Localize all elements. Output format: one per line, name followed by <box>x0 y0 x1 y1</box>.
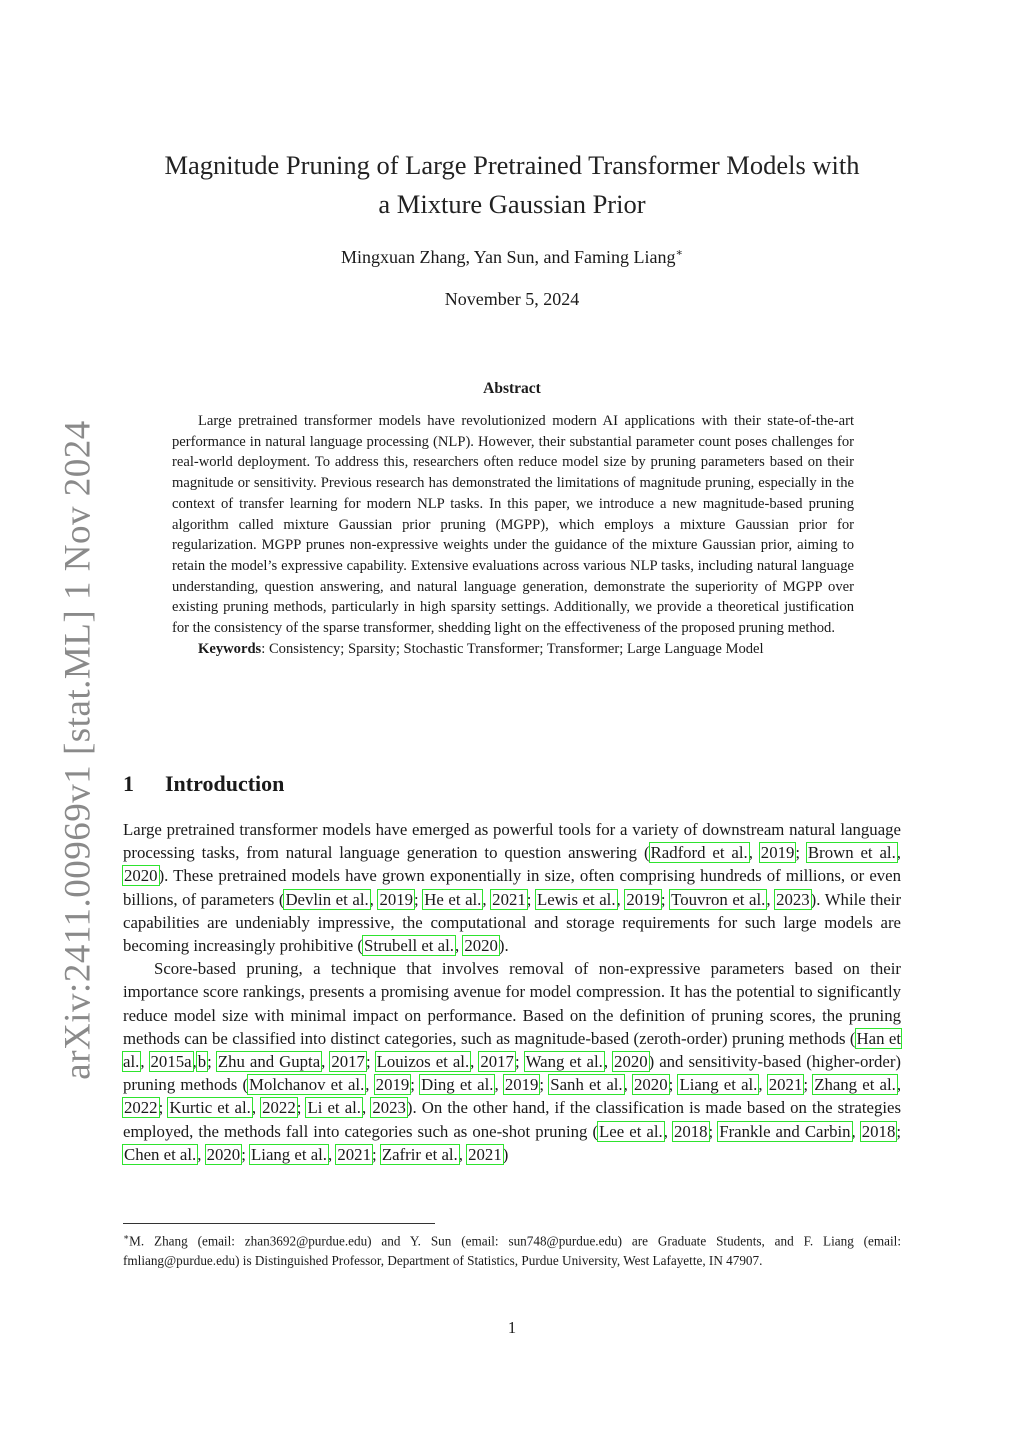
citation-link[interactable]: 2023 <box>776 889 810 909</box>
paragraph-text: ; <box>371 1144 381 1164</box>
citation-link[interactable]: 2020 <box>124 866 158 886</box>
paragraph-text: ; <box>514 1052 525 1072</box>
citation-link[interactable]: 2020 <box>614 1052 648 1072</box>
citation-link[interactable]: Brown et al. <box>807 843 896 863</box>
keywords-label: Keywords <box>198 640 262 657</box>
citation-link[interactable]: Frankle and Carbin <box>719 1121 851 1141</box>
paragraph-text: , <box>369 889 379 909</box>
paragraph-text: ; <box>414 889 424 909</box>
paragraph-text: , <box>192 1052 197 1072</box>
paragraph-text: ; <box>896 1121 901 1141</box>
citation-link[interactable]: Zhu and Gupta <box>217 1052 321 1072</box>
citation-link[interactable]: 2021 <box>337 1144 371 1164</box>
paragraph-text: ; <box>526 889 536 909</box>
citation-link[interactable]: He et al. <box>424 889 482 909</box>
paragraph-text: ). On the other hand, if the classification is made based on the strategies employed, the methods fall into categories such as one-shot pruning ( <box>123 1098 902 1141</box>
citation-link[interactable]: 2019 <box>375 1075 410 1095</box>
citation-link[interactable]: Devlin et al. <box>285 889 369 909</box>
paragraph-text: , <box>197 1144 206 1164</box>
citation-link[interactable]: Lee et al. <box>599 1121 663 1141</box>
citation-link[interactable]: 2021 <box>768 1075 803 1095</box>
citation-link[interactable]: 2021 <box>492 889 526 909</box>
paragraph-text: Large pretrained transformer models have emerged as powerful tools for a variety of downstream natural language processing tasks, from natural language generation to question answering ( <box>123 820 901 863</box>
paragraph-text: , <box>458 1144 468 1164</box>
keywords-list: : Consistency; Sparsity; Stochastic Transformer; Transformer; Large Language Model <box>261 640 764 657</box>
citation-link[interactable]: Wang et al. <box>525 1052 603 1072</box>
paragraph-text: , <box>623 1075 634 1095</box>
citation-link[interactable]: Louizos et al. <box>376 1052 470 1072</box>
paragraph-text: ; <box>296 1098 307 1118</box>
author-footnote-mark[interactable]: ∗ <box>675 247 683 259</box>
paragraph-text: , <box>454 936 464 956</box>
title-line-2: a Mixture Gaussian Prior <box>378 189 646 219</box>
section-title: Introduction <box>165 771 285 796</box>
paragraph-text: ; <box>803 1075 814 1095</box>
paragraph-text: , <box>251 1098 262 1118</box>
citation-link[interactable]: Zhang et al. <box>814 1075 896 1095</box>
citation-link[interactable]: 2019 <box>504 1075 539 1095</box>
keywords-line <box>172 639 854 660</box>
citation-link[interactable]: 2017 <box>331 1052 365 1072</box>
footnote-text: M. Zhang (email: zhan3692@purdue.edu) and Y. Sun (email: sun748@purdue.edu) are Graduate Students, and F. Liang (email: fmliang@purdue.edu) is Distinguished Professor, Department of Statistics, Purdue University, West Lafayette, IN 47907. <box>123 1233 901 1268</box>
citation-link[interactable]: Han et al. <box>123 1028 902 1072</box>
paragraph-text: ) <box>502 1144 509 1164</box>
paragraph-text: , <box>328 1144 337 1164</box>
citation-link[interactable]: Kurtic et al. <box>169 1098 251 1118</box>
section-number: 1 <box>123 771 134 796</box>
citation-link[interactable]: Zafrir et al. <box>381 1144 458 1164</box>
paragraph-text: Score-based pruning, a technique that involves removal of non-expressive parameters based on their importance score rankings, presents a promising avenue for model compression. It has the potential to significantly reduce model size with minimal impact on performance. Based on the definition of pruning scores, the pruning methods can be classified into distinct categories, such as magnitude-based (zeroth-order) pruning methods ( <box>123 959 901 1048</box>
footnote-divider <box>123 1223 435 1224</box>
paragraph-text: , <box>851 1121 861 1141</box>
citation-link[interactable]: b <box>197 1052 207 1072</box>
introduction-body <box>123 818 901 1166</box>
paragraph-text: , <box>896 843 901 863</box>
citation-link[interactable]: 2023 <box>372 1098 406 1118</box>
paragraph-text: ). <box>498 936 509 956</box>
citation-link[interactable]: 2015a <box>150 1052 192 1072</box>
paragraph-text: , <box>494 1075 504 1095</box>
citation-link[interactable]: Molchanov et al. <box>249 1075 365 1095</box>
paragraph-text: ; <box>410 1075 421 1095</box>
citation-link[interactable]: Chen et al. <box>124 1144 197 1164</box>
citation-link[interactable]: Lewis et al. <box>536 889 616 909</box>
citation-link[interactable]: Liang et al. <box>251 1144 327 1164</box>
citation-link[interactable]: 2019 <box>379 889 414 909</box>
arxiv-identifier-stamp: arXiv:2411.00969v1 [stat.ML] 1 Nov 2024 <box>57 420 99 1080</box>
paragraph-text: ) and sensitivity-based (higher-order) pruning methods ( <box>123 1052 901 1095</box>
footnote-mark: ∗ <box>123 1232 130 1242</box>
abstract-text: Large pretrained transformer models have revolutionized modern AI applications with their state-of-the-art performance in natural language processing (NLP). However, their substantial parameter count poses challenges for real-world deployment. To address this, researchers often reduce model size by pruning parameters based on their magnitude or sensitivity. Previous research has demonstrated the limitations of magnitude pruning, especially in the context of transfer learning for modern NLP tasks. In this paper, we introduce a new magnitude-based pruning algorithm called mixture Gaussian prior pruning (MGPP), which employs a mixture Gaussian prior for regularization. MGPP prunes non-expressive weights under the guidance of the mixture Gaussian prior, aiming to retain the model’s expressive capability. Extensive evaluations across various NLP tasks, including natural language understanding, question answering, and natural language generation, demonstrate the superiority of MGPP over existing pruning methods, particularly in high sparsity settings. Additionally, we provide a theoretical justification for the consistency of the sparse transformer, shedding light on the effectiveness of the proposed pruning method. <box>172 413 854 637</box>
author-names: Mingxuan Zhang, Yan Sun, and Faming Liang <box>341 247 676 267</box>
citation-link[interactable]: Touvron et al. <box>671 889 766 909</box>
intro-paragraph-1 <box>123 818 901 957</box>
citation-link[interactable]: 2018 <box>861 1121 896 1141</box>
citation-link[interactable]: 2022 <box>124 1098 158 1118</box>
paper-title <box>110 146 914 224</box>
paragraph-text: , <box>766 889 776 909</box>
paragraph-text: , <box>470 1052 480 1072</box>
paragraph-text: , <box>663 1121 673 1141</box>
citation-link[interactable]: 2020 <box>206 1144 241 1164</box>
page-number: 1 <box>507 1318 517 1337</box>
abstract-body <box>172 411 854 659</box>
author-list <box>110 246 914 268</box>
intro-paragraph-2 <box>123 957 901 1166</box>
paragraph-text: , <box>365 1075 375 1095</box>
citation-link[interactable]: Radford et al. <box>650 843 748 863</box>
section-heading <box>123 771 284 797</box>
citation-link[interactable]: Sanh et al. <box>550 1075 623 1095</box>
paragraph-text: ; <box>668 1075 679 1095</box>
citation-link[interactable]: 2017 <box>480 1052 514 1072</box>
paragraph-text: ; <box>795 843 807 863</box>
citation-link[interactable]: 2019 <box>626 889 660 909</box>
paragraph-text: , <box>896 1075 902 1095</box>
citation-link[interactable]: 2018 <box>673 1121 708 1141</box>
publication-date: November 5, 2024 <box>444 289 580 309</box>
paragraph-text: ). These pretrained models have grown exponentially in size, often comprising hundreds of millions, or even billions, of parameters ( <box>123 866 901 909</box>
citation-link[interactable]: Liang et al. <box>679 1075 758 1095</box>
abstract-heading: Abstract <box>483 380 541 397</box>
citation-link[interactable]: Strubell et al. <box>364 936 454 956</box>
paragraph-text: , <box>321 1052 331 1072</box>
paragraph-text: ; <box>708 1121 719 1141</box>
paragraph-text: ; <box>241 1144 251 1164</box>
footnote <box>123 1228 901 1270</box>
paragraph-text: , <box>616 889 626 909</box>
citation-link[interactable]: 2022 <box>262 1098 296 1118</box>
paragraph-text: ; <box>660 889 671 909</box>
citation-link[interactable]: 2021 <box>468 1144 502 1164</box>
paragraph-text: ; <box>207 1052 217 1072</box>
paragraph-text: , <box>362 1098 372 1118</box>
citation-link[interactable]: 2020 <box>634 1075 668 1095</box>
paragraph-text: ; <box>158 1098 169 1118</box>
title-line-1: Magnitude Pruning of Large Pretrained Transformer Models with <box>164 150 860 180</box>
paragraph-text: , <box>482 889 492 909</box>
paragraph-text: ). While their capabilities are undeniably impressive, the computational and storage requirements for such large models are becoming increasingly prohibitive ( <box>123 889 902 956</box>
paragraph-text: , <box>748 843 760 863</box>
paragraph-text: ; <box>365 1052 376 1072</box>
citation-link[interactable]: Ding et al. <box>421 1075 494 1095</box>
citation-link[interactable]: 2020 <box>464 936 498 956</box>
paragraph-text: , <box>758 1075 768 1095</box>
citation-link[interactable]: 2019 <box>760 843 795 863</box>
paragraph-text: , <box>140 1052 150 1072</box>
paragraph-text: , <box>603 1052 614 1072</box>
citation-link[interactable]: Li et al. <box>307 1098 362 1118</box>
paragraph-text: ; <box>539 1075 550 1095</box>
